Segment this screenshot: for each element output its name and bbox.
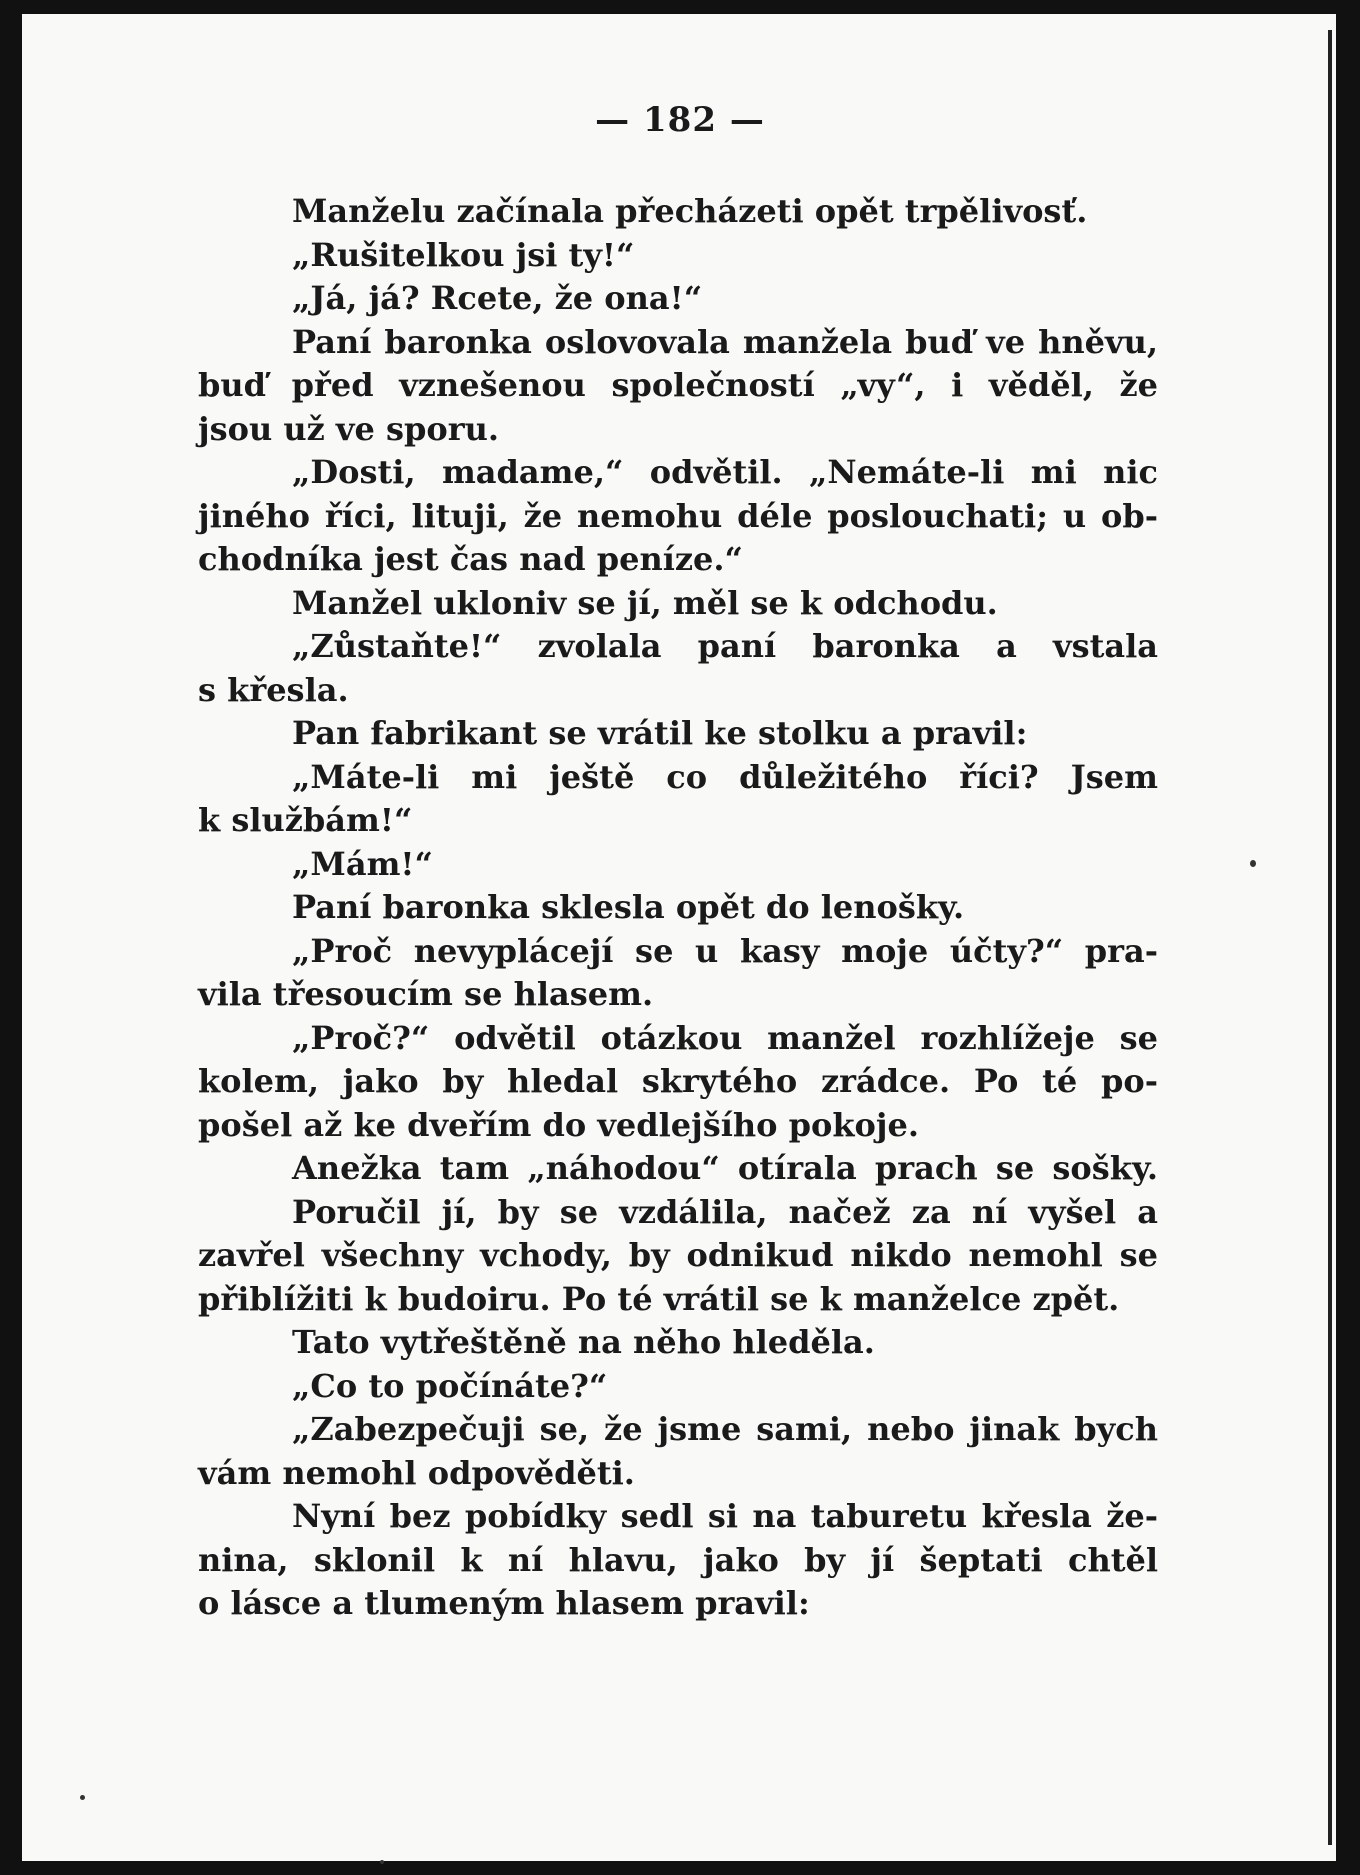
text-line: zavřel všechny vchody, by odnikud nikdo nemohl se: [198, 1236, 1158, 1274]
page-edge-line: [1328, 30, 1332, 1845]
text-line: „Proč nevyplácejí se u kasy moje účty?“ pra-: [292, 931, 1158, 970]
text-line: nina, sklonil k ní hlavu, jako by jí šeptati chtěl: [198, 1540, 1158, 1579]
body-text: [198, 190, 1158, 1626]
text-line: „Proč?“ odvětil otázkou manžel rozhlížeje se: [292, 1018, 1158, 1057]
text-line: Poručil jí, by se vzdálila, načež za ní vyšel a: [292, 1192, 1158, 1231]
text-line: „Zůstaňte!“ zvolala paní baronka a vstala: [292, 627, 1158, 665]
text-line: kolem, jako by hledal skrytého zrádce. Po té po-: [198, 1062, 1158, 1100]
text-line: „Já, já? Rcete, že ona!“: [292, 279, 703, 317]
text-line: jiného říci, lituji, že nemohu déle poslouchati; u ob-: [198, 496, 1158, 535]
text-line: s křesla.: [198, 670, 349, 709]
text-line: Manžel ukloniv se jí, měl se k odchodu.: [292, 583, 998, 622]
text-line: vila třesoucím se hlasem.: [198, 975, 654, 1013]
text-line: Manželu začínala přecházeti opět trpělivosť.: [292, 192, 1088, 230]
text-line: přiblížiti k budoiru. Po té vrátil se k manželce zpět.: [198, 1279, 1120, 1318]
text-line: „Mám!“: [292, 844, 433, 883]
text-line: Paní baronka sklesla opět do lenošky.: [292, 888, 965, 926]
text-line: „Rušitelkou jsi ty!“: [292, 235, 635, 274]
text-line: k službám!“: [198, 801, 413, 839]
text-line: jsou už ve sporu.: [198, 409, 500, 448]
text-line: Paní baronka oslovovala manžela buď ve hněvu,: [292, 322, 1158, 361]
scan-speck: [1250, 860, 1256, 867]
text-line: Pan fabrikant se vrátil ke stolku a pravil:: [292, 714, 1028, 752]
text-line: o lásce a tlumeným hlasem pravil:: [198, 1584, 810, 1622]
text-line: „Zabezpečuji se, že jsme sami, nebo jinak bych: [292, 1410, 1158, 1448]
scan-speck: [80, 1795, 85, 1800]
text-line: „Dosti, madame,“ odvětil. „Nemáte-li mi nic: [292, 453, 1158, 491]
text-line: vám nemohl odpověděti.: [198, 1453, 635, 1492]
text-line: chodníka jest čas nad peníze.“: [198, 540, 743, 578]
text-line: Tato vytřeštěně na něho hleděla.: [292, 1323, 875, 1361]
text-line: buď před vznešenou společností „vy“, i věděl, že: [198, 366, 1158, 404]
text-line: „Co to počínáte?“: [292, 1366, 608, 1405]
text-line: Nyní bez pobídky sedl si na taburetu křesla že-: [292, 1497, 1158, 1535]
page-number: — 182 —: [595, 100, 765, 140]
text-line: pošel až ke dveřím do vedlejšího pokoje.: [198, 1105, 919, 1144]
text-line: Anežka tam „náhodou“ otírala prach se sošky.: [292, 1149, 1158, 1187]
scan-speck: [380, 1860, 384, 1864]
text-line: „Máte-li mi ještě co důležitého říci? Jsem: [292, 757, 1158, 796]
